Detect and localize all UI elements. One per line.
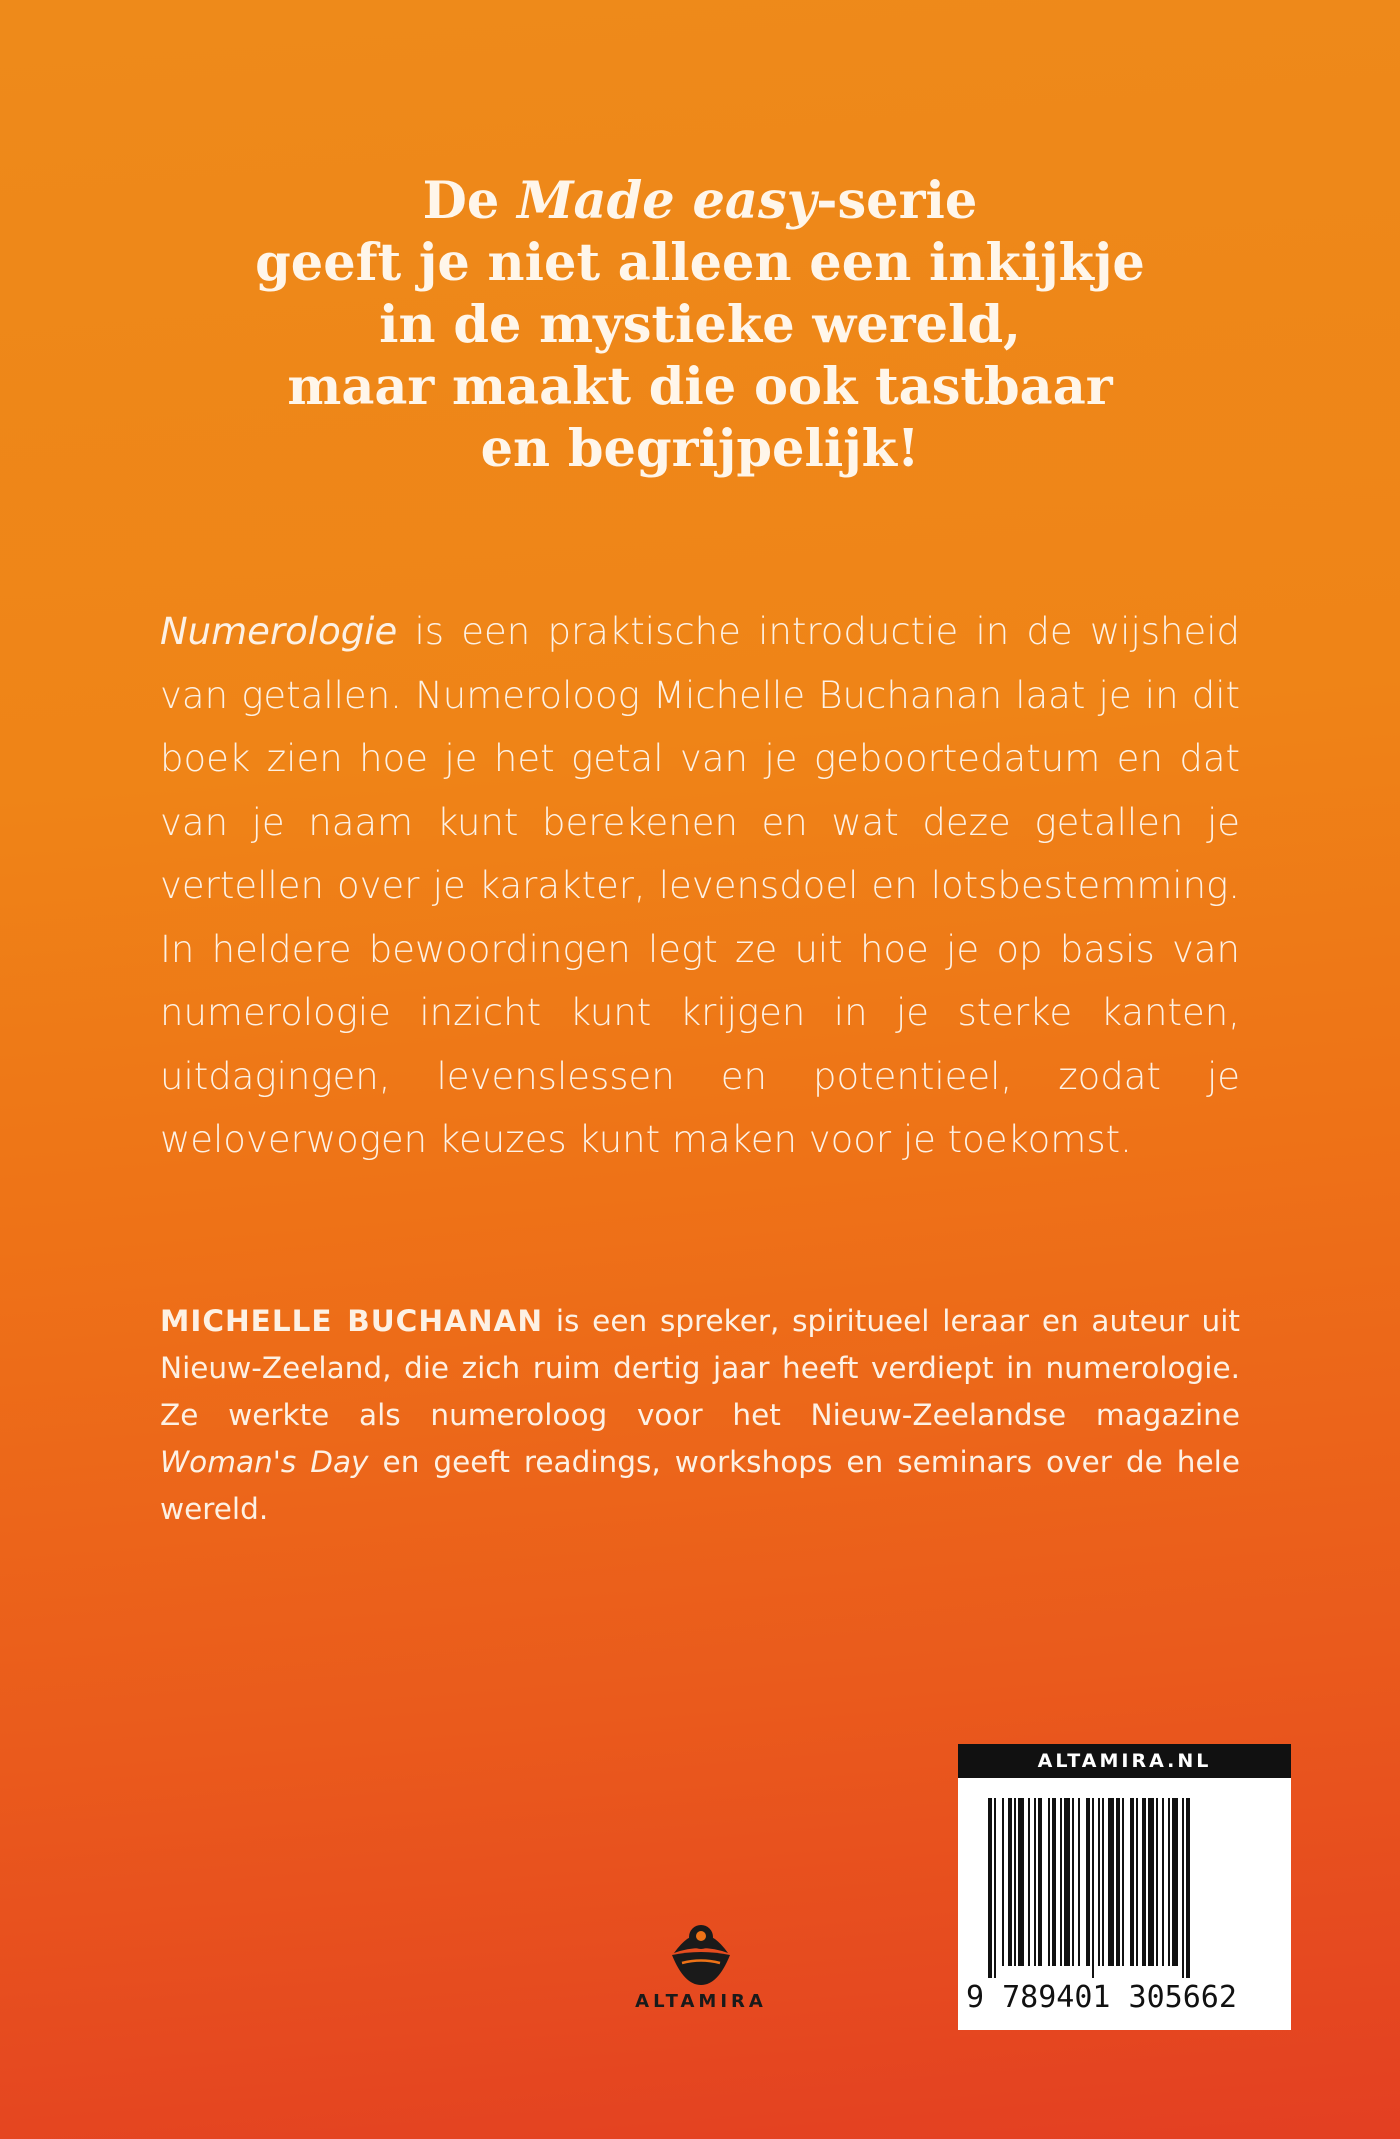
barcode-bar: [1148, 1798, 1154, 1966]
barcode-bar: [1064, 1798, 1070, 1966]
barcode-bar: [1092, 1798, 1094, 1978]
barcode-bar: [1130, 1798, 1134, 1966]
magazine-title: Woman's Day: [160, 1445, 369, 1479]
barcode-bar: [1098, 1798, 1100, 1966]
tagline-line-1: De Made easy-serie: [422, 171, 978, 231]
barcode-bar: [1072, 1798, 1074, 1966]
tagline-line-2: geeft je niet alleen een inkijkje: [255, 233, 1145, 293]
publisher-website: ALTAMIRA.NL: [958, 1744, 1291, 1778]
publisher-name: ALTAMIRA: [635, 1991, 767, 2012]
barcode-bar: [1078, 1798, 1080, 1966]
barcode-bar: [1014, 1798, 1016, 1966]
barcode-bar: [1186, 1798, 1190, 1978]
barcode-bar: [1102, 1798, 1104, 1966]
book-description: [160, 600, 1240, 1172]
barcode-bar: [1034, 1798, 1036, 1966]
barcode-bar: [1018, 1798, 1024, 1966]
barcode-bar: [1142, 1798, 1146, 1966]
barcode-bar: [1008, 1798, 1012, 1966]
barcode-bar: [994, 1798, 996, 1978]
barcode-bar: [1038, 1798, 1042, 1966]
barcode-bar: [1002, 1798, 1004, 1966]
barcode-bar: [1052, 1798, 1056, 1966]
barcode-bar: [1116, 1798, 1120, 1966]
author-name: MICHELLE BUCHANAN: [160, 1304, 544, 1338]
barcode-bar: [1060, 1798, 1062, 1966]
tagline-line-4: maar maakt die ook tastbaar: [287, 357, 1113, 417]
barcode-bar: [1028, 1798, 1030, 1966]
barcode-bar: [1156, 1798, 1158, 1966]
tagline-line-5: en begrijpelijk!: [480, 419, 920, 479]
tagline: [150, 170, 1250, 480]
barcode-bar: [1048, 1798, 1050, 1966]
description-text: is een praktische introductie in de wijsheid van getallen. Numeroloog Michelle Buchanan laat je in dit boek zien hoe je het getal van je geboortedatum en dat van je naam kunt berekenen en wat deze getallen je vertellen over je karakter, levensdoel en lotsbestemming. In heldere bewoordingen legt ze uit hoe je op basis van numerologie inzicht kunt krijgen in je sterke kanten, uitdagingen, levenslessen en potentieel, zodat je weloverwogen keuzes kunt maken voor je toekomst.: [160, 610, 1240, 1161]
author-bio: MICHELLE BUCHANAN is een spreker, spiritueel leraar en auteur uit Nieuw-Zeeland, die zich ruim dertig jaar heeft verdiept in numerologie. Ze werkte als numeroloog voor het Nieuw-Zeelandse magazine Woman's Day en geeft readings, workshops en seminars over de hele wereld.: [160, 1304, 1240, 1526]
tagline-line-3: in de mystieke wereld,: [379, 295, 1021, 355]
barcode-bar: [1108, 1798, 1114, 1966]
publisher-logo: [616, 1903, 786, 2012]
barcode-bar: [1182, 1798, 1184, 1978]
barcode-bars: [988, 1798, 1268, 1978]
barcode-bar: [1172, 1798, 1178, 1966]
book-title: Numerologie: [160, 610, 398, 653]
barcode-bar: [1168, 1798, 1170, 1966]
barcode-bar: [988, 1798, 992, 1978]
barcode-bar: [1162, 1798, 1164, 1966]
isbn-digits: 9 789401 305662: [966, 1980, 1237, 2015]
barcode-bar: [1086, 1798, 1090, 1966]
barcode-bar: [1122, 1798, 1124, 1966]
barcode-box: [958, 1744, 1291, 2030]
eye-icon: [668, 1903, 734, 1987]
barcode-bar: [1136, 1798, 1138, 1966]
